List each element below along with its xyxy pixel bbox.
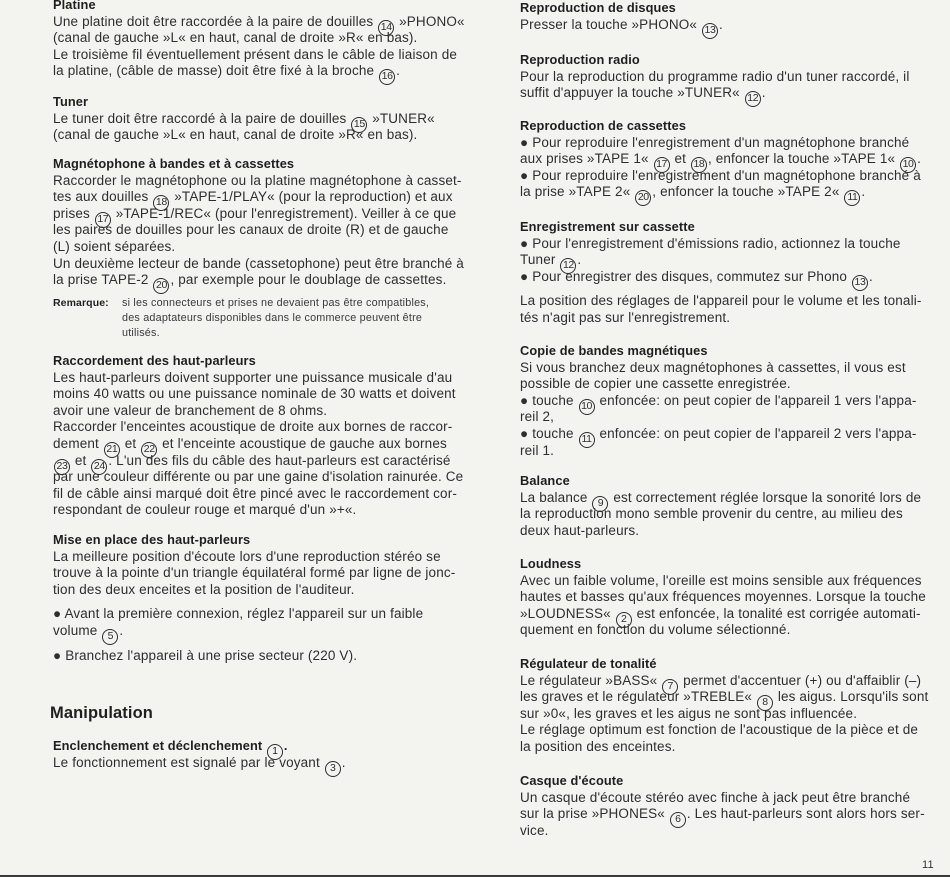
- text-line: [53, 565, 455, 582]
- circled-reference-number: 1: [267, 744, 283, 760]
- text-segment: , enfoncer la touche »TAPE 1«: [707, 151, 900, 167]
- text-line: [53, 403, 463, 420]
- text-segment: Raccorder l'enceintes acoustique de droite aux bornes de raccor-: [53, 419, 453, 435]
- text-segment: Un casque d'écoute stéréo avec finche à jack peut être branché: [520, 789, 911, 805]
- text-segment: .: [718, 16, 723, 32]
- section-heading: [520, 773, 925, 790]
- text-line: [520, 806, 925, 826]
- text-segment: Presser la touche »PHONO«: [520, 16, 701, 32]
- text-segment: sur »0«, les graves et les aigus ne sont pas influencée.: [520, 705, 858, 721]
- text-line: [520, 573, 926, 590]
- text-segment: ● touche: [520, 392, 578, 408]
- circled-reference-number: 10: [579, 399, 595, 415]
- text-line: [520, 739, 928, 756]
- section-reproduction-disques: [520, 0, 723, 36]
- text-segment: .: [861, 184, 866, 200]
- text-line: [520, 168, 921, 185]
- text-segment: tés n'agit pas sur l'enregistrement.: [520, 309, 731, 325]
- section-reproduction-radio: [520, 52, 910, 105]
- text-line: [53, 272, 464, 292]
- circled-reference-number: 13: [852, 275, 868, 291]
- section-heading: [53, 353, 463, 370]
- text-segment: prises: [53, 205, 94, 221]
- text-line: [53, 127, 435, 144]
- text-segment: enfoncée: on peut copier de l'appareil 2 vers l'appa-: [595, 425, 917, 441]
- text-segment: .: [119, 622, 124, 638]
- text-line: [53, 502, 463, 519]
- section-heading: [520, 219, 901, 236]
- text-segment: Mise en place des haut-parleurs: [53, 532, 251, 547]
- text-line: [520, 426, 917, 443]
- text-segment: quement en fonction du volume sélectionné.: [520, 622, 791, 638]
- text-segment: fil de câble ainsi marqué doit être pincé avec le raccordement cor-: [53, 485, 457, 501]
- section-heading: [520, 0, 723, 17]
- text-segment: tes aux douilles: [53, 189, 153, 205]
- text-segment: la prise TAPE-2: [53, 272, 153, 288]
- bullet-secteur-note: [53, 648, 357, 665]
- text-line: [53, 453, 463, 470]
- circled-reference-number: 17: [654, 157, 670, 173]
- text-segment: sur la prise »PHONES«: [520, 806, 669, 822]
- text-line: [520, 252, 901, 272]
- text-line: [122, 311, 429, 326]
- circled-reference-number: 17: [95, 212, 111, 228]
- text-line: [53, 436, 463, 453]
- section-loudness: [520, 556, 926, 639]
- text-segment: La meilleure position d'écoute lors d'une reproduction stéréo se: [53, 548, 441, 564]
- text-line: [122, 326, 429, 341]
- text-segment: »TAPE-1/PLAY« (pour la reproduction) et aux: [170, 189, 453, 205]
- page-number: 11: [922, 859, 934, 871]
- text-line: [53, 419, 463, 436]
- text-line: [53, 256, 464, 273]
- text-segment: »PHONO«: [395, 13, 465, 29]
- text-line: [520, 622, 926, 639]
- text-segment: ● Avant la première connexion, réglez l'appareil sur un faible: [53, 606, 424, 621]
- section-mise-en-place: [53, 532, 455, 598]
- text-segment: Enregistrement sur cassette: [520, 219, 695, 234]
- text-segment: (L) soient séparées.: [53, 238, 176, 254]
- text-line: [520, 360, 917, 377]
- text-line: [53, 206, 464, 223]
- text-line: [53, 755, 346, 772]
- circled-reference-number: 15: [351, 117, 367, 133]
- circled-reference-number: 2: [616, 612, 632, 628]
- text-segment: Le réglage optimum est fonction de l'acoustique de la pièce et de: [520, 722, 919, 738]
- section-balance: [520, 473, 921, 539]
- text-line: [520, 269, 901, 286]
- text-segment: ● Pour enregistrer des disques, commutez sur Phono: [520, 268, 851, 284]
- text-segment: reil 1.: [520, 442, 555, 458]
- text-segment: suffit d'appuyer la touche »TUNER«: [520, 85, 744, 101]
- text-line: [122, 296, 429, 311]
- circled-reference-number: 24: [91, 459, 107, 475]
- text-line: [520, 606, 926, 623]
- text-segment: »TAPE-1/REC« (pour l'enregistrement). Veiller à ce que: [111, 205, 457, 221]
- text-segment: moins 40 watts ou une puissance nominale de 30 watts et doivent: [53, 386, 456, 402]
- circled-reference-number: 10: [900, 157, 916, 173]
- text-segment: Le fonctionnement est signalé par le voyant: [53, 754, 324, 770]
- text-segment: par une couleur différente ou par une gaine d'isolation rainurée. Ce: [53, 469, 464, 485]
- text-segment: Régulateur de tonalité: [520, 656, 657, 671]
- text-segment: Raccordement des haut-parleurs: [53, 353, 256, 368]
- text-segment: ● Pour l'enregistrement d'émissions radio, actionnez la touche: [520, 235, 901, 251]
- circled-reference-number: 12: [560, 258, 576, 274]
- text-segment: .: [577, 252, 582, 268]
- circled-reference-number: 9: [592, 496, 608, 512]
- text-segment: Casque d'écoute: [520, 773, 624, 788]
- text-segment: ● Pour reproduire l'enregistrement d'un magnétophone branché à: [520, 167, 921, 183]
- text-segment: dement: [53, 435, 103, 451]
- text-segment: .: [761, 85, 766, 101]
- section-heading: [53, 0, 465, 14]
- text-segment: (canal de gauche »L« en haut, canal de droite »R« en bas).: [53, 127, 418, 143]
- section-platine: [53, 0, 465, 83]
- circled-reference-number: 18: [691, 157, 707, 173]
- section-heading: [50, 702, 153, 724]
- text-line: [520, 69, 909, 86]
- text-segment: est correctement réglée lorsque la sonorité lors de: [609, 489, 922, 505]
- text-line: [520, 376, 917, 393]
- text-line: [53, 606, 423, 623]
- text-segment: Pour la reproduction du programme radio d'un tuner raccordé, il: [520, 68, 910, 84]
- circled-reference-number: 11: [844, 190, 860, 206]
- remark-text: [122, 296, 429, 341]
- text-line: [520, 443, 917, 460]
- left-column: [50, 0, 493, 877]
- text-segment: aux prises »TAPE 1«: [520, 151, 653, 167]
- circled-reference-number: 13: [702, 23, 718, 39]
- section-tuner: [53, 94, 435, 144]
- text-line: [520, 184, 921, 204]
- section-heading: [520, 52, 909, 69]
- text-segment: Manipulation: [50, 704, 153, 722]
- text-segment: , enfoncer la touche »TAPE 2«: [652, 184, 844, 200]
- text-line: [520, 236, 901, 253]
- section-reproduction-cassettes: [520, 118, 921, 204]
- text-segment: tion des deux enceites et la position de l'auditeur.: [53, 581, 355, 597]
- circled-reference-number: 22: [141, 442, 157, 458]
- text-segment: ● Pour reproduire l'enregistrement d'un magnétophone branché: [520, 134, 910, 150]
- text-segment: et: [120, 435, 141, 451]
- section-heading: [520, 473, 921, 490]
- text-segment: .: [917, 151, 921, 167]
- text-line: [520, 310, 922, 327]
- circled-reference-number: 8: [757, 695, 773, 711]
- text-segment: Tuner: [53, 94, 89, 109]
- text-segment: Les haut-parleurs doivent supporter une puissance musicale d'au: [53, 369, 453, 385]
- text-line: [53, 189, 464, 209]
- text-segment: des adaptateurs disponibles dans le commerce peuvent être: [122, 312, 423, 324]
- section-heading: [520, 118, 921, 135]
- section-copie-bandes: [520, 343, 917, 459]
- section-heading: [53, 156, 464, 173]
- text-line: [520, 135, 921, 152]
- text-segment: enfoncée: on peut copier de l'appareil 1 vers l'appa-: [595, 392, 917, 408]
- section-enclenchement: [53, 738, 346, 774]
- text-line: [53, 63, 465, 83]
- text-segment: Copie de bandes magnétiques: [520, 343, 708, 358]
- circled-reference-number: 12: [745, 91, 761, 107]
- chapter-heading-manipulation: [50, 702, 153, 724]
- text-segment: Platine: [53, 0, 96, 12]
- text-segment: la reproduction mono semble provenir du centre, au milieu des: [520, 506, 903, 522]
- text-segment: Loudness: [520, 556, 582, 571]
- text-segment: ● touche: [520, 425, 578, 441]
- text-segment: reil 2,: [520, 409, 555, 425]
- text-segment: et l'enceinte acoustique de gauche aux bornes: [158, 435, 447, 451]
- text-segment: les paires de douilles pour les canaux de droite (R) et de gauche: [53, 222, 449, 238]
- text-segment: .: [283, 738, 288, 753]
- text-line: [520, 673, 928, 690]
- text-line: [520, 523, 921, 540]
- section-raccordement-haut-parleurs: [53, 353, 463, 519]
- text-segment: La position des réglages de l'appareil pour le volume et les tonali-: [520, 293, 922, 308]
- remark-label: Remarque:: [53, 297, 109, 309]
- text-line: [520, 790, 925, 807]
- bullet-volume-note: [53, 606, 424, 642]
- section-regulateur-tonalite: [520, 656, 928, 756]
- text-segment: deux haut-parleurs.: [520, 522, 640, 538]
- text-segment: hautes et basses qu'aux fréquences moyennes. Lorsque la touche: [520, 589, 926, 605]
- text-segment: avoir une valeur de branchement de 8 ohms.: [53, 402, 328, 418]
- text-segment: Balance: [520, 473, 570, 488]
- text-line: [520, 490, 921, 507]
- text-line: [53, 386, 463, 403]
- text-segment: respondant de couleur rouge et marqué d'un »+«.: [53, 502, 357, 518]
- text-segment: Reproduction radio: [520, 52, 640, 67]
- text-line: [520, 151, 921, 171]
- text-line: [53, 111, 435, 128]
- text-segment: »LOUDNESS«: [520, 605, 615, 621]
- text-segment: .: [396, 63, 400, 79]
- circled-reference-number: 21: [104, 442, 120, 458]
- circled-reference-number: 7: [662, 679, 678, 695]
- text-segment: Tuner: [520, 252, 560, 268]
- text-line: [520, 823, 925, 840]
- circled-reference-number: 20: [153, 278, 169, 294]
- section-position-note: [520, 293, 922, 326]
- text-segment: et: [71, 452, 91, 468]
- right-column: [520, 0, 948, 877]
- text-line: [520, 17, 723, 34]
- text-segment: Reproduction de disques: [520, 0, 676, 15]
- circled-reference-number: 6: [670, 812, 686, 828]
- text-segment: ● Branchez l'appareil à une prise secteur (220 V).: [53, 648, 358, 663]
- text-segment: la position des enceintes.: [520, 738, 676, 754]
- text-segment: Enclenchement et déclenchement: [53, 738, 266, 753]
- text-segment: Une platine doit être raccordée à la paire de douilles: [53, 13, 378, 29]
- section-casque-ecoute: [520, 773, 925, 839]
- text-segment: vice.: [520, 822, 549, 838]
- circled-reference-number: 11: [579, 432, 595, 448]
- text-segment: Le troisième fil éventuellement présent dans le câble de liaison de: [53, 46, 458, 62]
- text-segment: . Les haut-parleurs sont alors hors ser-: [686, 806, 925, 822]
- text-line: [53, 14, 465, 31]
- text-line: [520, 409, 917, 426]
- text-segment: Avec un faible volume, l'oreille est moins sensible aux fréquences: [520, 572, 922, 588]
- text-segment: la prise »TAPE 2«: [520, 184, 635, 200]
- text-segment: les graves et le régulateur »TREBLE«: [520, 689, 756, 705]
- section-magnetophone: [53, 156, 464, 292]
- text-line: [53, 173, 464, 190]
- text-segment: .: [868, 268, 873, 284]
- text-segment: possible de copier une cassette enregistrée.: [520, 376, 791, 392]
- text-line: [520, 85, 909, 105]
- text-line: [520, 722, 928, 739]
- text-segment: trouve à la pointe d'un triangle équilatéral formé par ligne de jonc-: [53, 565, 456, 581]
- text-line: [520, 706, 928, 723]
- text-line: [53, 582, 455, 599]
- text-segment: . L'un des fils du câble des haut-parleurs est caractérisé: [108, 452, 451, 468]
- text-segment: »TUNER«: [368, 110, 435, 126]
- text-segment: les aigus. Lorsqu'ils sont: [773, 689, 929, 705]
- text-line: [520, 689, 929, 709]
- text-line: [520, 589, 926, 606]
- text-segment: volume: [53, 622, 102, 638]
- circled-reference-number: 16: [379, 69, 395, 85]
- text-segment: .: [341, 754, 346, 770]
- text-line: [53, 222, 464, 239]
- section-heading: [53, 532, 455, 549]
- circled-reference-number: 23: [54, 459, 70, 475]
- text-line: [53, 549, 455, 566]
- text-segment: Raccorder le magnétophone ou la platine magnétophone à casset-: [53, 172, 462, 188]
- text-segment: La balance: [520, 489, 592, 505]
- text-segment: Reproduction de cassettes: [520, 118, 687, 133]
- text-segment: , par exemple pour le doublage de cassettes.: [170, 272, 447, 288]
- text-line: [53, 469, 463, 486]
- text-line: [520, 393, 917, 410]
- section-heading: [520, 343, 917, 360]
- circled-reference-number: 18: [153, 195, 169, 211]
- text-segment: (canal de gauche »L« en haut, canal de droite »R« en bas).: [53, 30, 418, 46]
- text-segment: et: [670, 151, 690, 167]
- circled-reference-number: 3: [325, 761, 341, 777]
- section-heading: [53, 738, 346, 755]
- text-segment: est enfoncée, la tonalité est corrigée automati-: [632, 605, 921, 621]
- text-line: [53, 30, 465, 47]
- text-segment: la platine, (câble de masse) doit être fixé à la broche: [53, 63, 379, 79]
- text-line: [53, 623, 423, 640]
- text-line: [53, 370, 463, 387]
- section-heading: [520, 556, 926, 573]
- text-segment: Le tuner doit être raccordé à la paire de douilles: [53, 110, 351, 126]
- circled-reference-number: 14: [378, 20, 394, 36]
- text-line: [53, 486, 463, 503]
- section-heading: [520, 656, 928, 673]
- text-segment: Un deuxième lecteur de bande (cassetophone) peut être branché à: [53, 255, 464, 271]
- section-enregistrement-cassette: [520, 219, 901, 288]
- text-segment: utilisés.: [122, 327, 160, 339]
- text-segment: Magnétophone à bandes et à cassettes: [53, 156, 295, 171]
- text-line: [53, 47, 465, 64]
- text-line: [53, 239, 464, 256]
- circled-reference-number: 20: [635, 190, 651, 206]
- text-segment: permet d'accentuer (+) ou d'affaiblir (–): [679, 672, 922, 688]
- text-line: [520, 293, 922, 310]
- circled-reference-number: 5: [102, 629, 118, 645]
- text-line: [53, 648, 357, 665]
- text-line: [520, 506, 921, 523]
- section-heading: [53, 94, 435, 111]
- text-segment: Si vous branchez deux magnétophones à cassettes, il vous est: [520, 359, 906, 375]
- text-segment: si les connecteurs et prises ne devaient pas être compatibles,: [122, 297, 430, 309]
- section-remarque: [53, 296, 429, 341]
- text-segment: Le régulateur »BASS«: [520, 672, 662, 688]
